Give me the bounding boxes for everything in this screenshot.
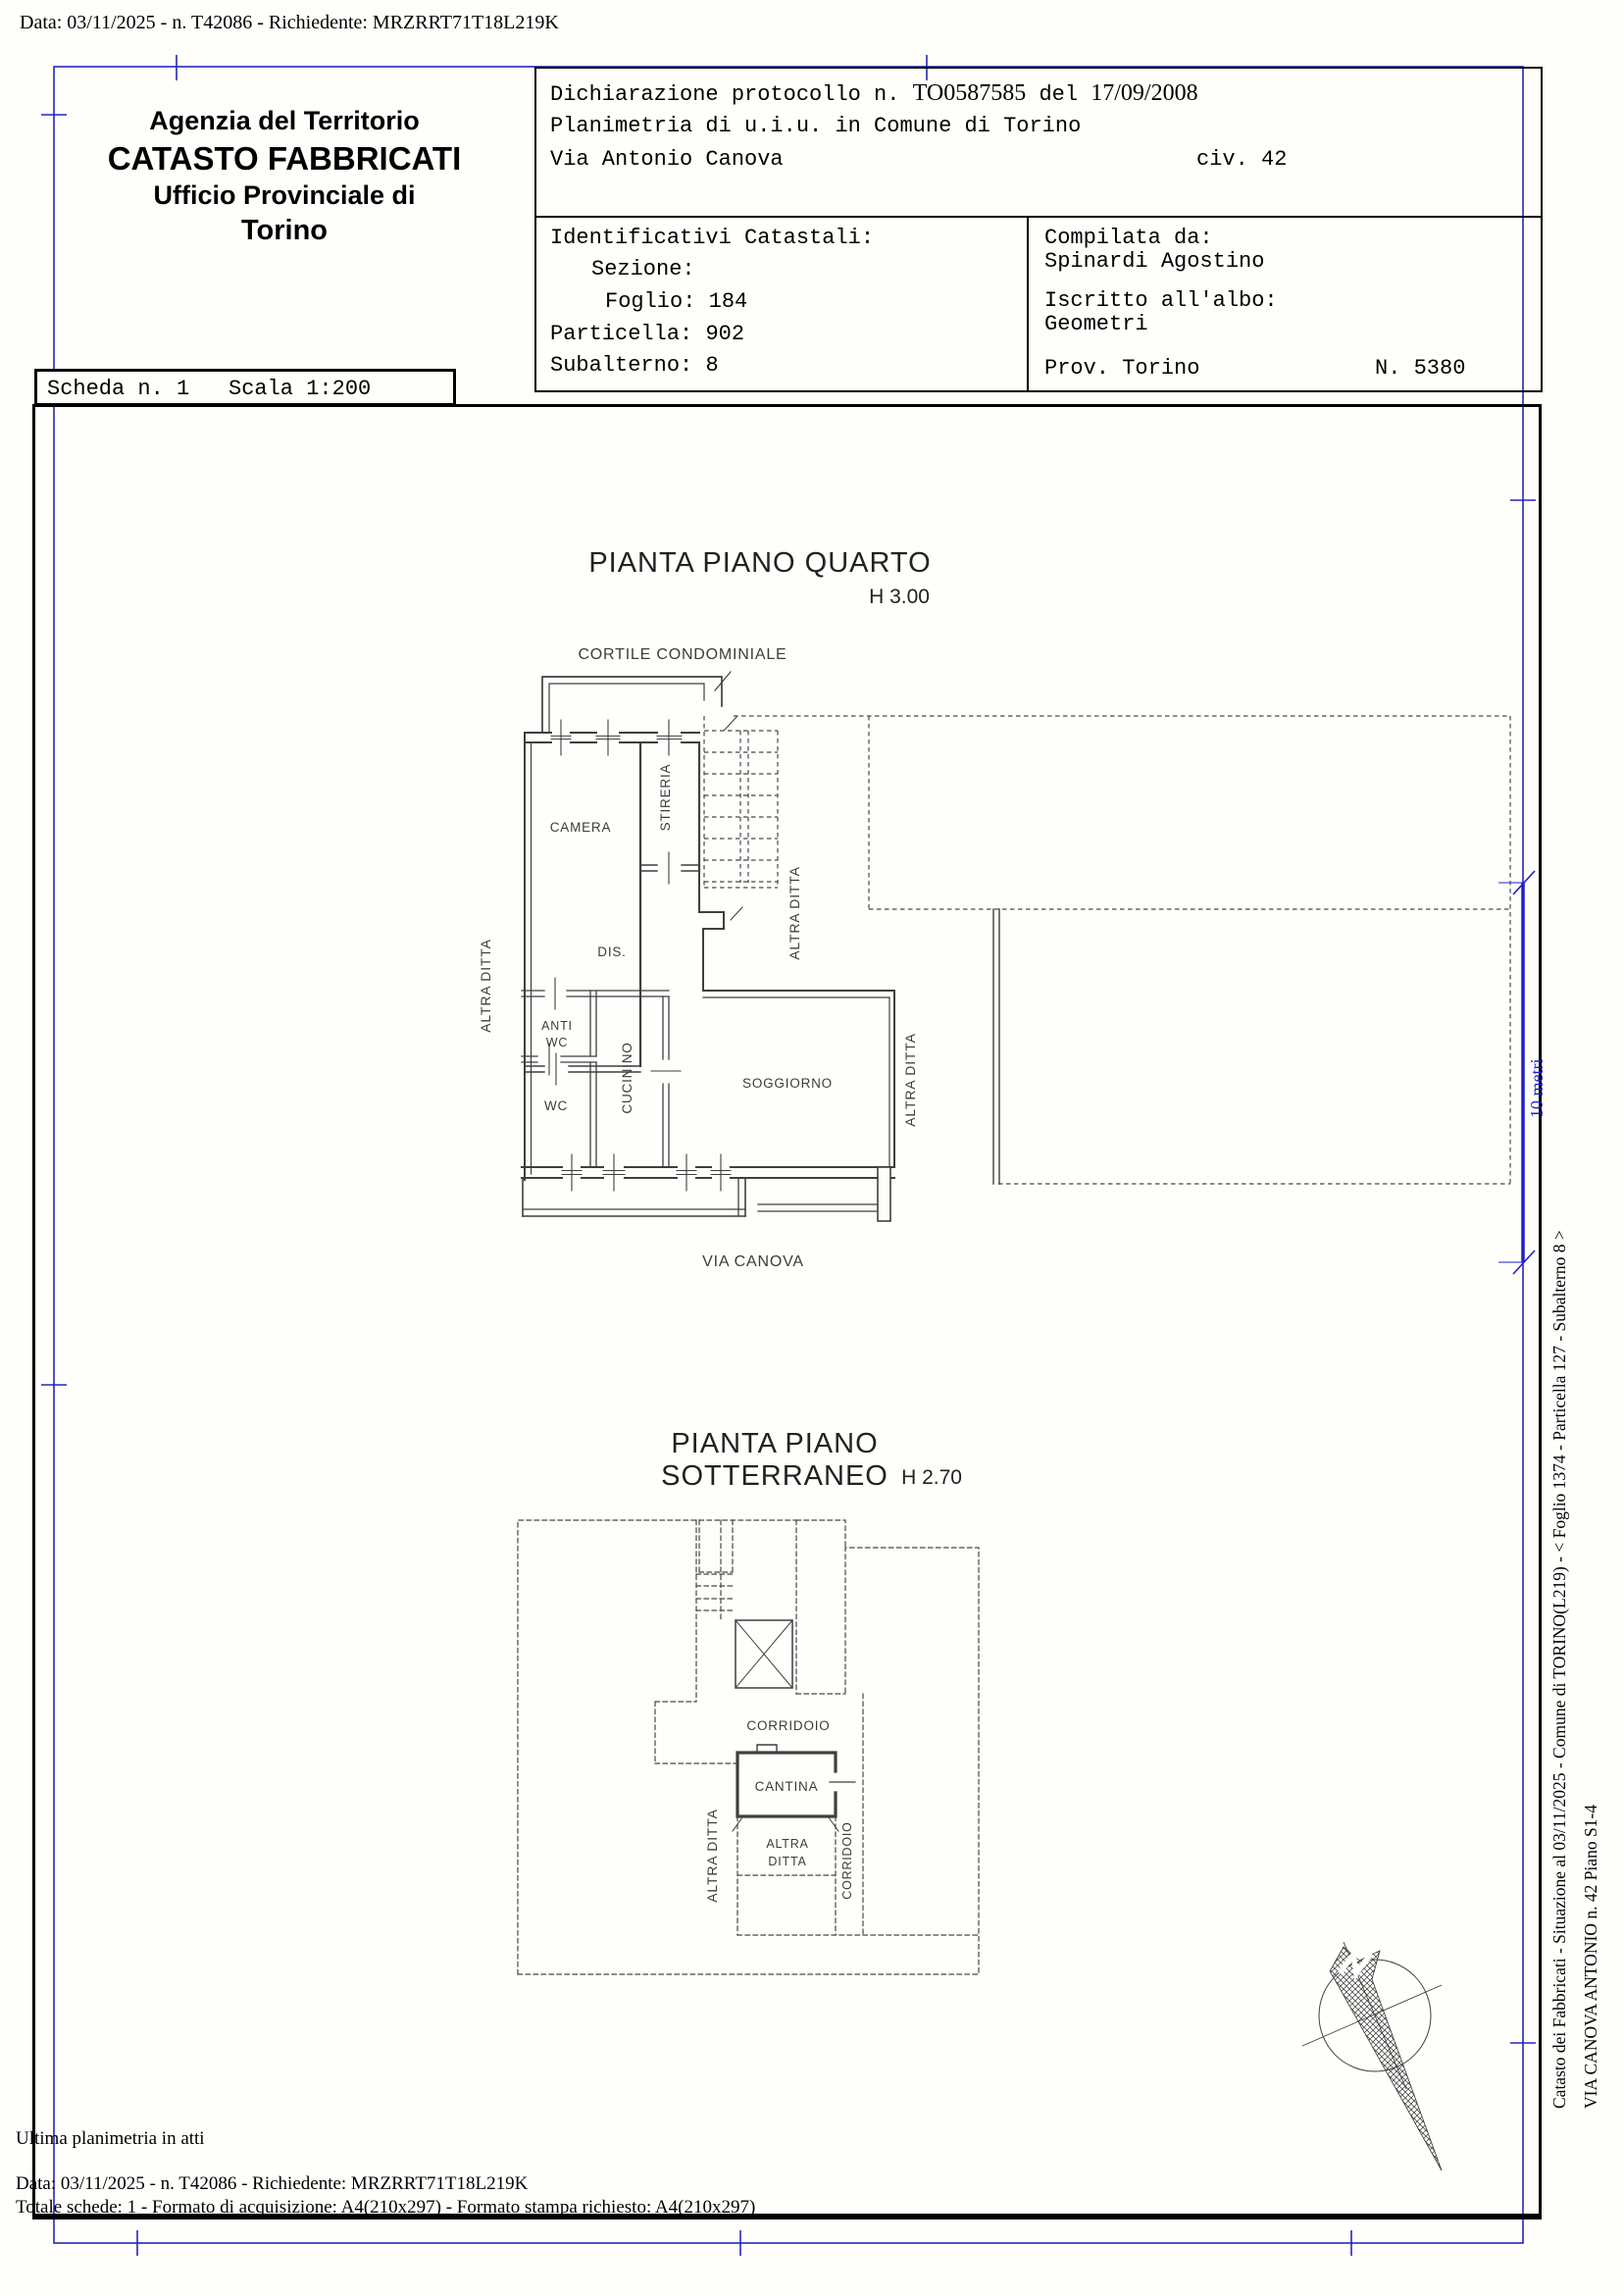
plan1-title: PIANTA PIANO QUARTO xyxy=(588,547,932,579)
albo-value: Geometri xyxy=(1044,312,1148,336)
room-label-stireria: STIRERIA xyxy=(658,763,673,832)
agency-header xyxy=(59,106,510,247)
civ-number: civ. 42 xyxy=(1196,147,1288,172)
protocol-number: TO0587585 xyxy=(912,80,1027,106)
label-altra-ditta-left: ALTRA DITTA xyxy=(478,939,493,1033)
plan2-title: PIANTA PIANO SOTTERRANEO xyxy=(661,1428,888,1492)
footer-data-line: Data: 03/11/2025 - n. T42086 - Richiedente: MRZRRT71T18L219K xyxy=(16,2173,529,2194)
room-label-corridoio-v: CORRIDOIO xyxy=(840,1821,854,1900)
ident-sezione: Sezione: xyxy=(591,257,695,281)
protocol-del: del xyxy=(1039,82,1079,107)
street-line: Via Antonio Canova xyxy=(550,147,784,172)
plan-quarto-drawing xyxy=(471,638,1530,1344)
protocol-date: 17/09/2008 xyxy=(1091,80,1198,106)
room-label-wc: WC xyxy=(543,1098,569,1113)
agency-line1: Agenzia del Territorio xyxy=(149,106,420,135)
room-label-camera: CAMERA xyxy=(549,820,612,835)
room-label-cucinino: CUCININO xyxy=(620,1042,634,1114)
footer-totale: Totale schede: 1 - Formato di acquisizione: A4(210x297) - Formato stampa richiesto: A4(210x297) xyxy=(16,2197,756,2218)
label-via-canova: VIA CANOVA xyxy=(702,1253,804,1270)
prov-label: Prov. Torino xyxy=(1044,356,1200,381)
side-annotation-1: Catasto dei Fabbricati - Situazione al 03/11/2025 - Comune di TORINO(L219) - < Foglio 1374 - Particella 127 - Subalterno 8 > xyxy=(1549,1230,1569,2109)
declaration-box xyxy=(534,67,1543,392)
albo-number: N. 5380 xyxy=(1375,356,1466,381)
label-altra-ditta-mid: ALTRA DITTA xyxy=(787,866,802,960)
scheda-number: Scheda n. 1 xyxy=(47,377,190,401)
albo-label: Iscritto all'albo: xyxy=(1044,288,1278,313)
planimetria-line: Planimetria di u.i.u. in Comune di Torino xyxy=(550,114,1082,138)
room-label-ditta: DITTA xyxy=(768,1855,807,1868)
room-label-corridoio: CORRIDOIO xyxy=(746,1718,831,1733)
room-label-soggiorno: SOGGIORNO xyxy=(742,1076,833,1091)
agency-line3: Ufficio Provinciale di xyxy=(153,180,416,210)
ident-subalterno: Subalterno: 8 xyxy=(550,353,719,378)
side-annotation-2: VIA CANOVA ANTONIO n. 42 Piano S1-4 xyxy=(1581,1804,1600,2109)
protocol-label: Dichiarazione protocollo n. xyxy=(550,82,900,107)
protocol-line xyxy=(550,80,1198,107)
room-label-cantina: CANTINA xyxy=(754,1779,819,1794)
agency-line4: Torino xyxy=(240,215,329,246)
ident-title: Identificativi Catastali: xyxy=(550,226,875,250)
plan-sotterraneo-drawing xyxy=(510,1510,1000,2001)
agency-line2: CATASTO FABBRICATI xyxy=(107,140,462,177)
scheda-scale: Scala 1:200 xyxy=(228,377,372,401)
scale-bar-label: 10 metri xyxy=(1527,1058,1547,1118)
room-label-anti-wc: WC xyxy=(545,1036,569,1049)
ident-particella: Particella: 902 xyxy=(550,322,745,346)
compilata-value: Spinardi Agostino xyxy=(1044,249,1265,274)
scheda-box xyxy=(34,369,456,406)
room-label-altra: ALTRA xyxy=(766,1837,809,1851)
label-altra-ditta-basement: ALTRA DITTA xyxy=(704,1809,720,1903)
plan1-height: H 3.00 xyxy=(869,586,930,608)
room-label-dis: DIS. xyxy=(597,944,627,959)
hdr-divider-v xyxy=(1027,216,1029,390)
room-label-anti: ANTI xyxy=(541,1019,573,1033)
footer-ultima: Ultima planimetria in atti xyxy=(16,2128,205,2149)
hdr-divider-h xyxy=(536,216,1541,218)
label-cortile: CORTILE CONDOMINIALE xyxy=(578,646,787,663)
compilata-label: Compilata da: xyxy=(1044,226,1213,250)
top-request-line: Data: 03/11/2025 - n. T42086 - Richiedente: MRZRRT71T18L219K xyxy=(20,12,559,33)
label-altra-ditta-right: ALTRA DITTA xyxy=(902,1033,918,1127)
ident-foglio: Foglio: 184 xyxy=(605,289,748,314)
plan2-height: H 2.70 xyxy=(901,1466,962,1489)
